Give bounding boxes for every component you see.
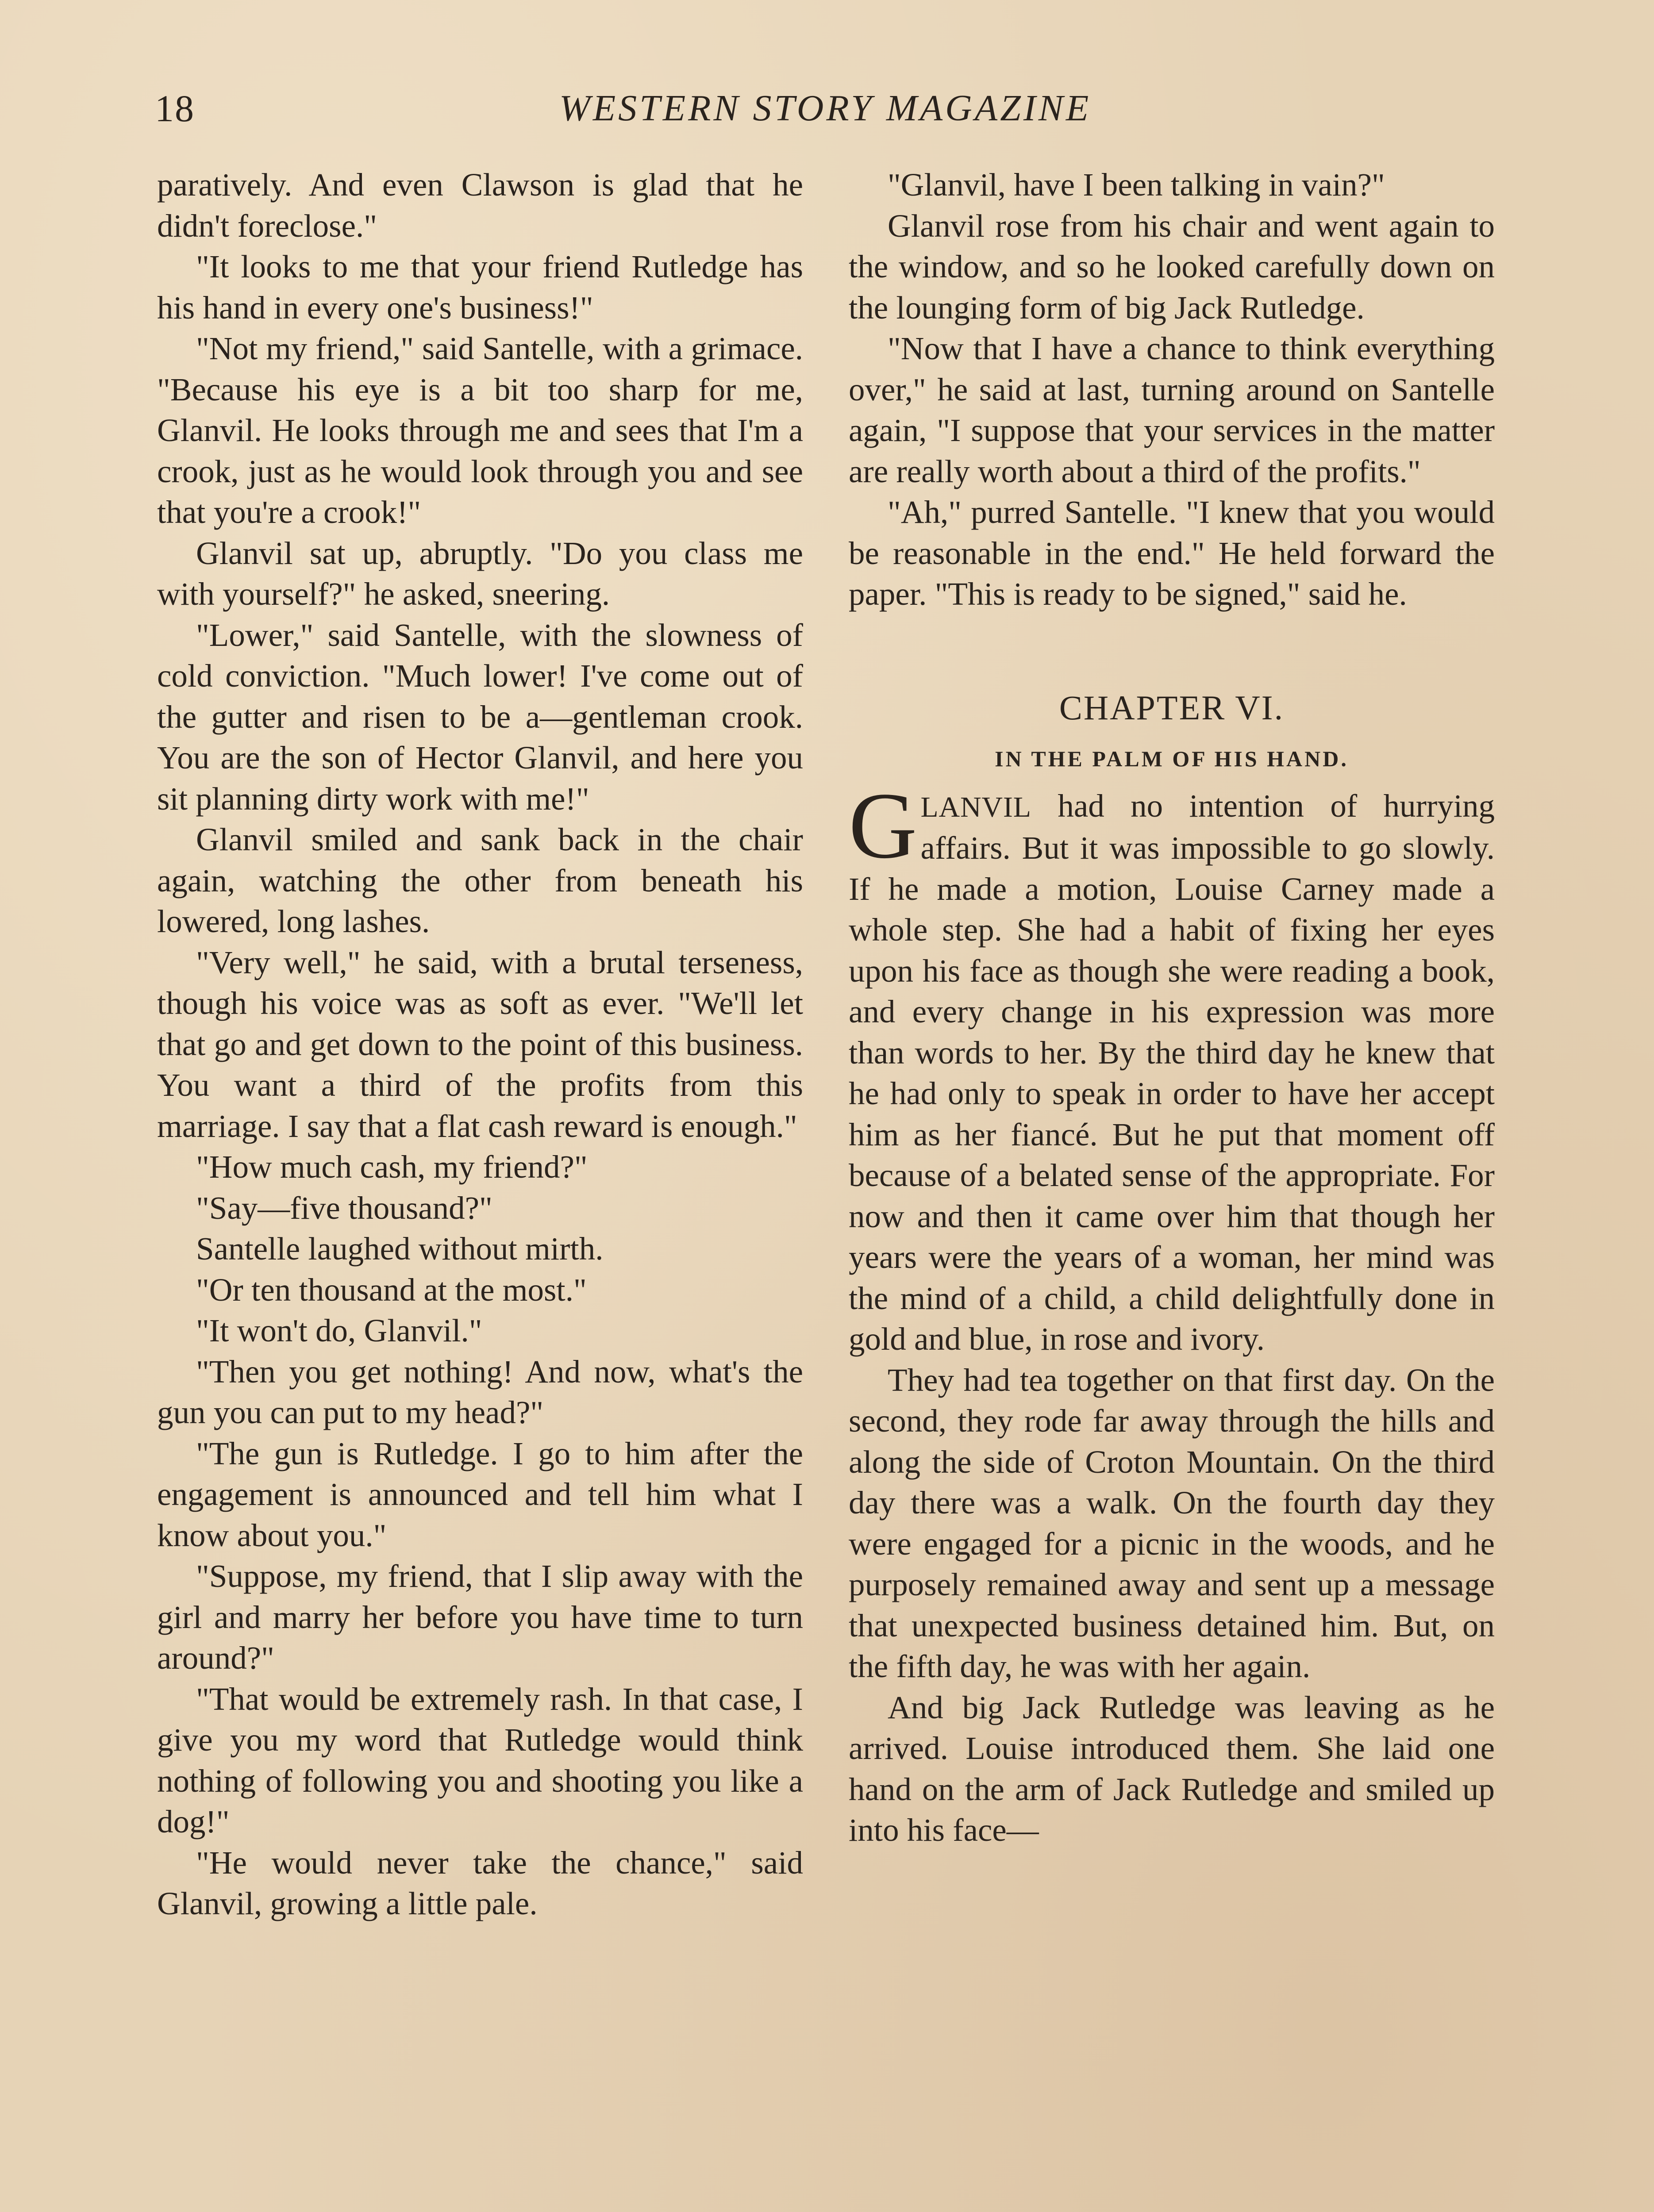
paragraph: "That would be extremely rash. In that case, I give you my word that Rutledge would think nothing of following you and shooting you like a dog!" [157,1681,803,1839]
paragraph: Santelle laughed without mirth. [196,1231,604,1267]
paragraph: Glanvil rose from his chair and went again to the window, and so he looked carefully down on the lounging form of big Jack Rutledge. [849,207,1495,326]
paragraph: "Or ten thousand at the most." [196,1271,587,1308]
running-header [155,82,1496,139]
paragraph: "Now that I have a chance to think everything over," he said at last, turning around on Santelle again, "I suppose that your services in the matter are really worth about a third of the profits." [849,330,1495,489]
chapter-opening-paragraph [849,773,1495,1360]
paragraph: "Suppose, my friend, that I slip away with the girl and marry her before you have time to turn around?" [157,1558,803,1676]
paragraph: Glanvil smiled and sank back in the chair again, watching the other from beneath his lowered, long lashes. [157,822,803,939]
paragraph: "Lower," said Santelle, with the slowness of cold conviction. "Much lower! I've come out of the gutter and risen to be a—gentleman crook. You are the son of Hector Glanvil, and here you sit planning dirty work with me!" [157,617,803,817]
paragraph: "How much cash, my friend?" [196,1149,588,1185]
first-word-rest: LANVIL [920,791,1031,823]
paragraph: "The gun is Rutledge. I go to him after the engagement is announced and tell him what I know about you." [157,1435,803,1553]
paragraph: "Very well," he said, with a brutal terseness, though his voice was as soft as ever. "We'll let that go and get down to the point of this business. You want a third of the profits from this marriage. I say that a flat cash reward is enough." [157,944,803,1144]
drop-cap: G [849,773,917,878]
paragraph: Glanvil sat up, abruptly. "Do you class me with yourself?" he asked, sneering. [157,535,803,612]
paragraph: "Say—five thousand?" [196,1190,492,1226]
chapter-subtitle: IN THE PALM OF HIS HAND. [995,746,1349,771]
right-column [849,165,1495,1851]
paragraph: They had tea together on that first day. On the second, they rode far away through the hills and along the side of Croton Mountain. On the third day there was a walk. On the fourth day they were engaged for a picnic in the woods, and he purposely remained away and sent up a message that unexpected business detained him. But, on the fifth day, he was with her again. [849,1362,1495,1684]
paragraph: "Glanvil, have I been talking in vain?" [888,167,1385,203]
paragraph: "Then you get nothing! And now, what's the gun you can put to my head?" [157,1353,803,1430]
opening-paragraph-text: had no intention of hurrying affairs. But it was impossible to go slowly. If he made a motion, Louise Carney made a whole step. She had a habit of fixing her eyes upon his face as though she were reading a book, and every change in his expression was more than words to her. By the third day he knew that he had only to speak in order to have her accept him as her fiancé. But he put that moment off because of a belated sense of the appropriate. For now and then it came over him that though her years were the years of a woman, her mind was the mind of a child, a child delightfully done in gold and blue, in rose and ivory. [849,787,1495,1357]
left-column [157,165,803,1924]
chapter-heading: CHAPTER VI. [1059,688,1285,727]
magazine-title: WESTERN STORY MAGAZINE [559,88,1092,129]
paragraph: "He would never take the chance," said Glanvil, growing a little pale. [157,1844,803,1921]
paragraph: "Ah," purred Santelle. "I knew that you would be reasonable in the end." He held forward the paper. "This is ready to be signed," said he. [849,494,1495,612]
paragraph: paratively. And even Clawson is glad that he didn't foreclose." [157,167,803,244]
page-number: 18 [155,87,195,130]
paragraph: And big Jack Rutledge was leaving as he arrived. Louise introduced them. She laid one hand on the arm of Jack Rutledge and smiled up into his face— [849,1689,1495,1848]
paragraph: "It won't do, Glanvil." [196,1313,482,1348]
paragraph: "Not my friend," said Santelle, with a grimace. "Because his eye is a bit too sharp for me, Glanvil. He looks through me and sees that I'm a crook, just as he would look through you and see that you're a crook!" [157,330,803,530]
paragraph: "It looks to me that your friend Rutledge has his hand in every one's business!" [157,249,803,326]
